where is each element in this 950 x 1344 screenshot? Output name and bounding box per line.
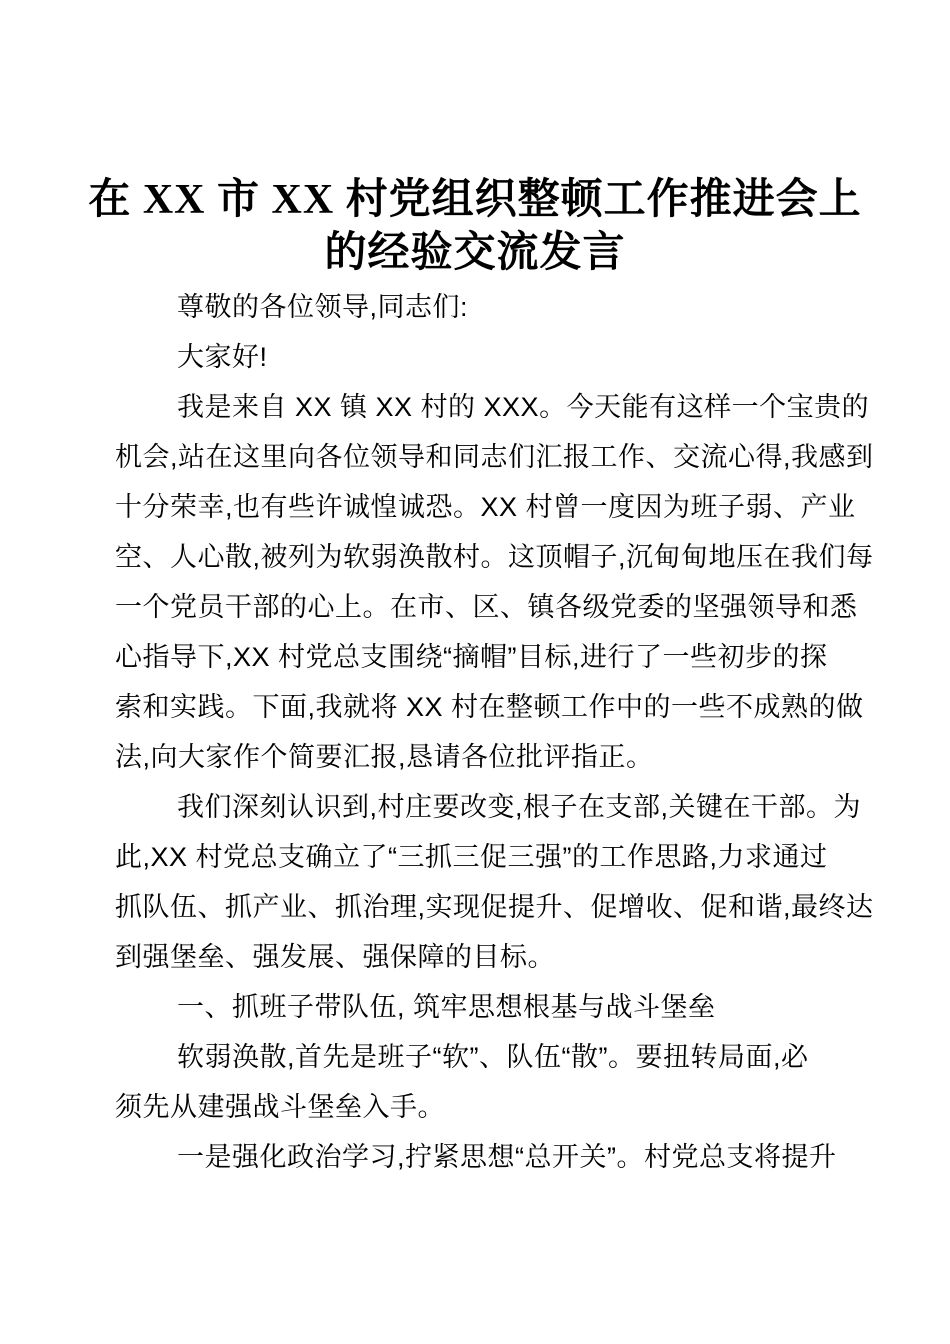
body-line: 十分荣幸,也有些许诚惶诚恐。XX 村曾一度因为班子弱、产业 <box>115 492 856 522</box>
body-line: 我是来自 XX 镇 XX 村的 XXX。今天能有这样一个宝贵的 <box>177 392 870 422</box>
document-title-line: 的经验交流发言 <box>324 230 626 276</box>
body-line: 此,XX 村党总支确立了“三抓三促三强”的工作思路,力求通过 <box>115 842 828 872</box>
body-line: 法,向大家作个简要汇报,恳请各位批评指正。 <box>115 742 654 772</box>
document-title <box>0 174 950 280</box>
body-line: 到强堡垒、强发展、强保障的目标。 <box>115 942 555 972</box>
section-heading-line: 一、抓班子带队伍, 筑牢思想根基与战斗堡垒 <box>177 992 716 1022</box>
body-line: 大家好! <box>177 342 268 372</box>
body-line: 我们深刻认识到,村庄要改变,根子在支部,关键在干部。为 <box>177 792 862 822</box>
document-body <box>115 282 874 1182</box>
body-line: 一个党员干部的心上。在市、区、镇各级党委的坚强领导和悉 <box>115 592 858 622</box>
body-line: 尊敬的各位领导,同志们: <box>177 292 469 322</box>
document-title-line: 在 XX 市 XX 村党组织整顿工作推进会上 <box>88 177 862 223</box>
body-line: 索和实践。下面,我就将 XX 村在整顿工作中的一些不成熟的做 <box>115 692 864 722</box>
body-line: 软弱涣散,首先是班子“软”、队伍“散”。要扭转局面,必 <box>177 1042 809 1072</box>
body-line: 机会,站在这里向各位领导和同志们汇报工作、交流心得,我感到 <box>115 442 874 472</box>
body-line: 一是强化政治学习,拧紧思想“总开关”。村党总支将提升 <box>177 1142 837 1172</box>
body-line: 须先从建强战斗堡垒入手。 <box>115 1092 445 1122</box>
body-line: 抓队伍、抓产业、抓治理,实现促提升、促增收、促和谐,最终达 <box>115 892 874 922</box>
body-line: 心指导下,XX 村党总支围绕“摘帽”目标,进行了一些初步的探 <box>115 642 828 672</box>
body-line: 空、人心散,被列为软弱涣散村。这顶帽子,沉甸甸地压在我们每 <box>115 542 874 572</box>
